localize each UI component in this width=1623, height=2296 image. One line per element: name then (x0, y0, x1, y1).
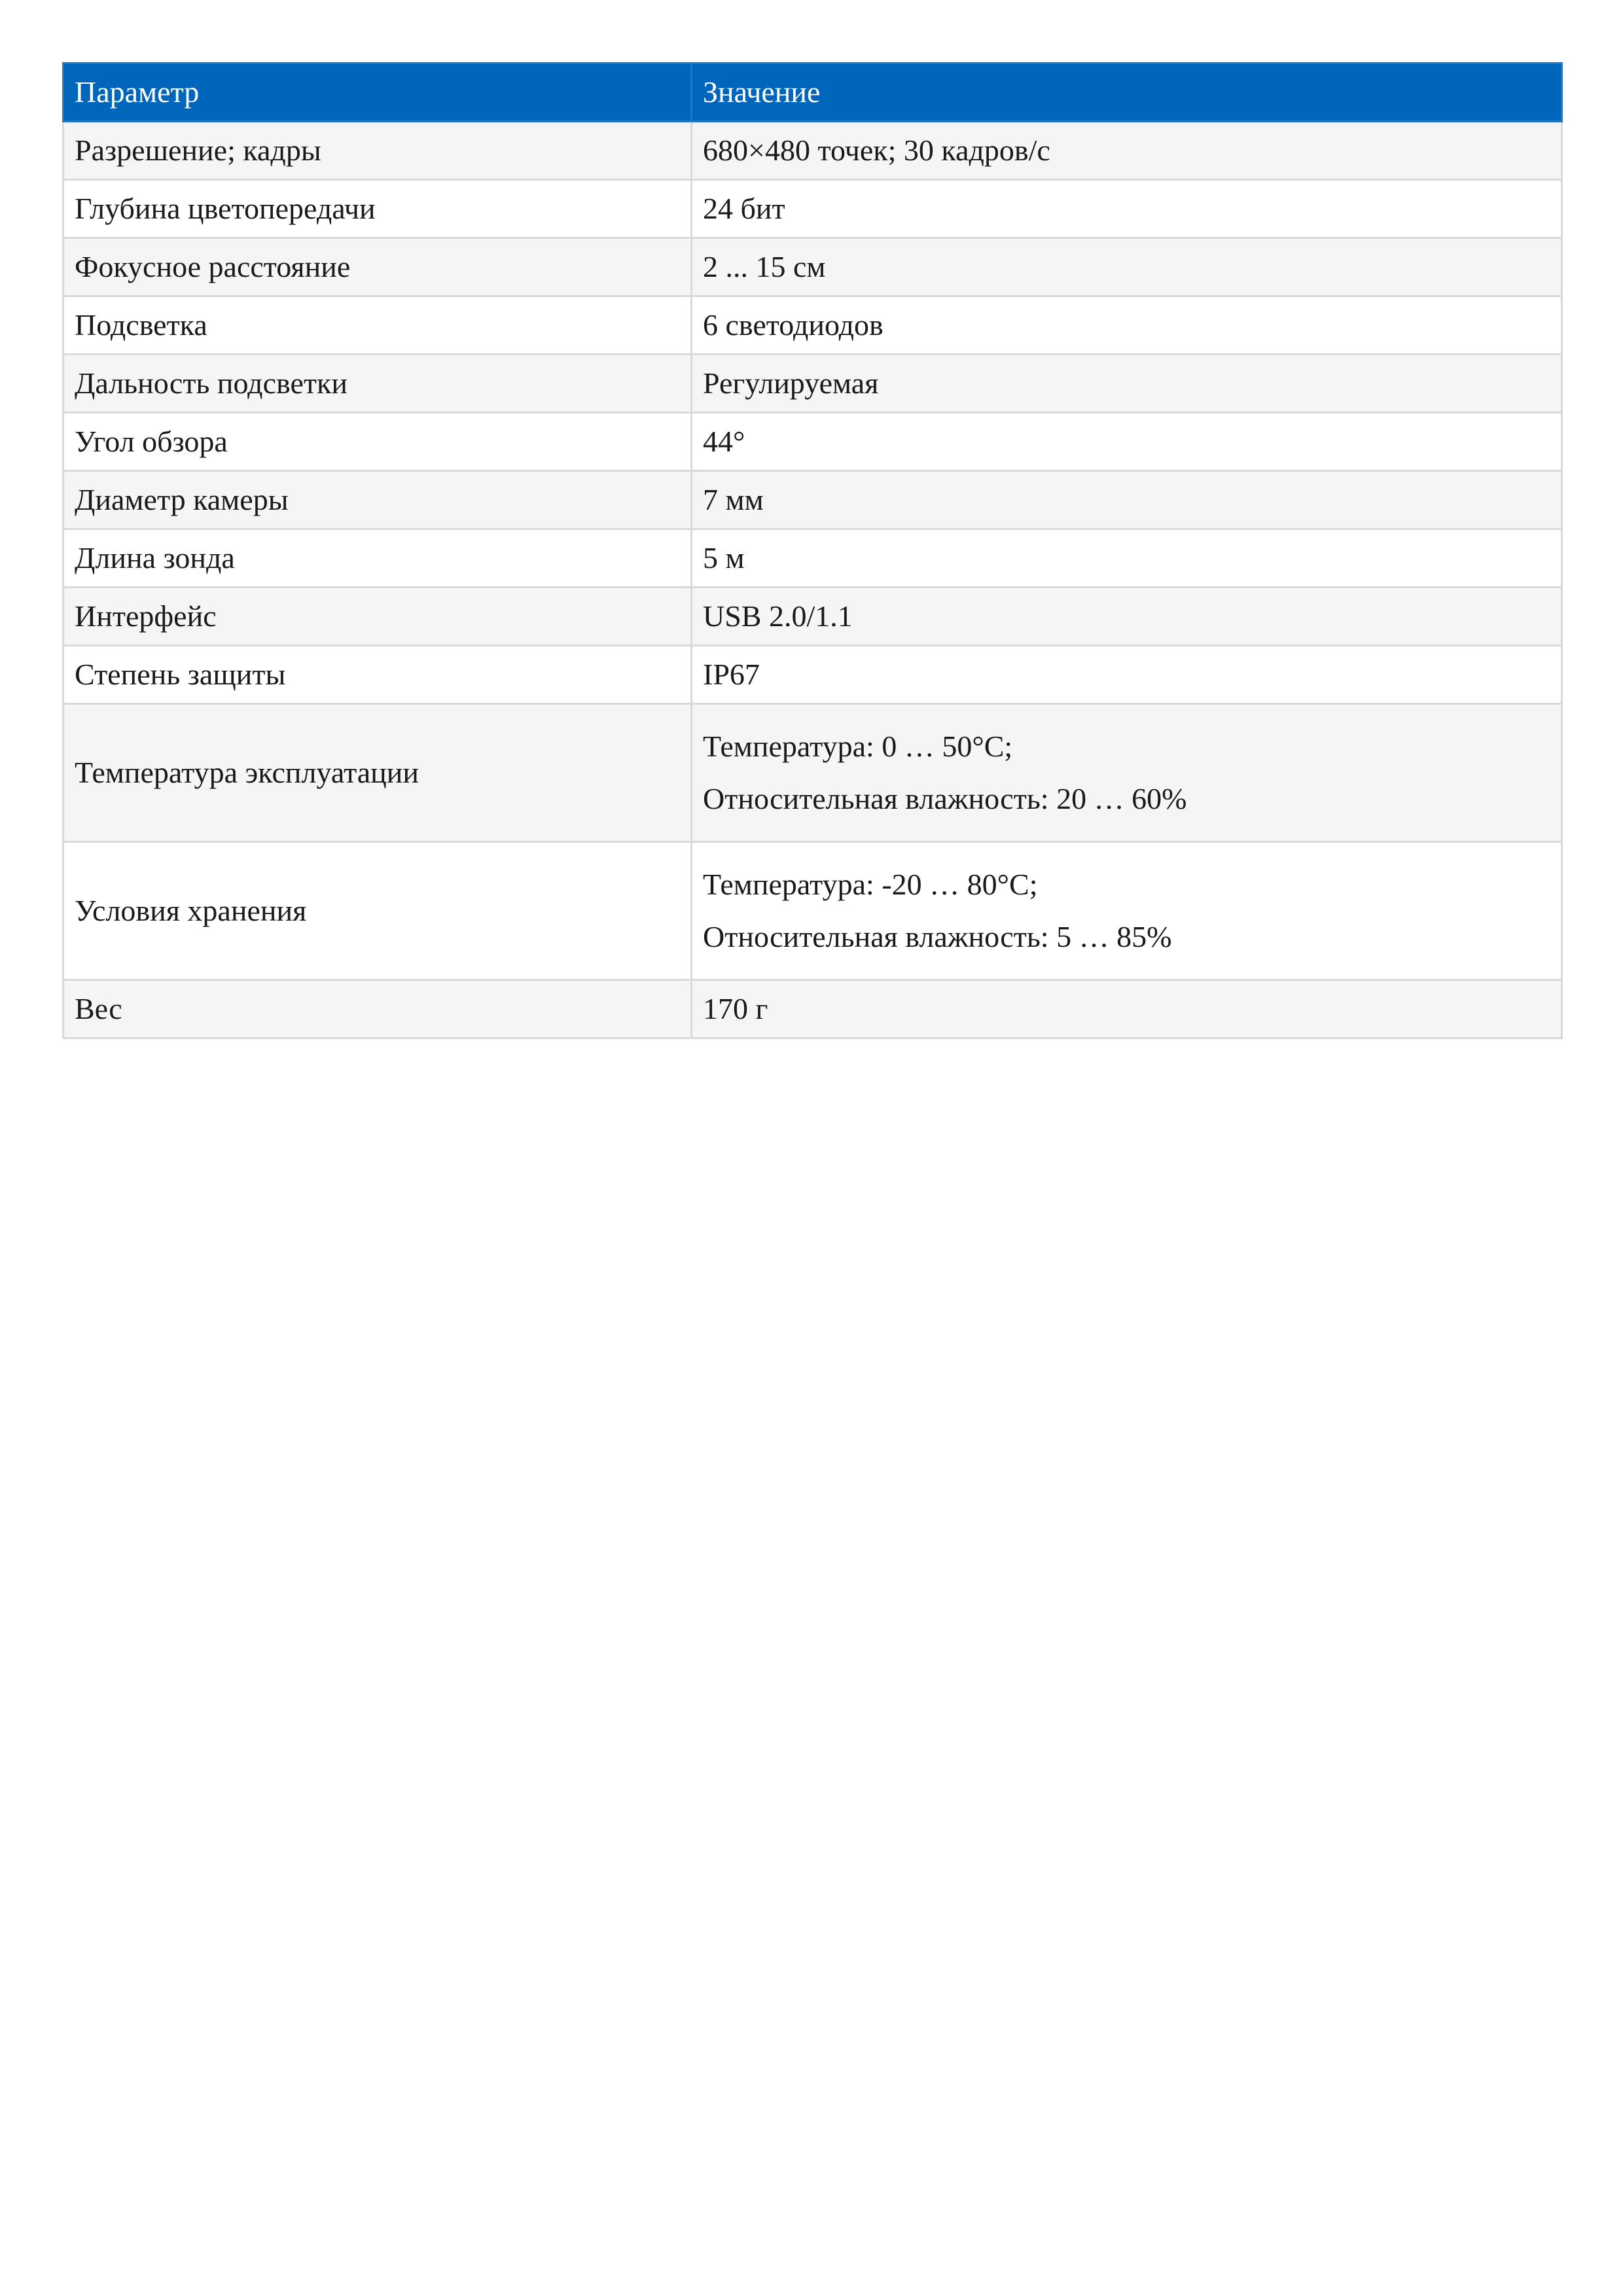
value-line: 680×480 точек; 30 кадров/с (703, 133, 1050, 167)
param-cell: Угол обзора (63, 413, 692, 471)
table-row (63, 413, 1562, 471)
param-cell: Степень защиты (63, 646, 692, 704)
value-line: 170 г (703, 992, 768, 1025)
spec-table-head (63, 63, 1562, 122)
param-cell: Диаметр камеры (63, 471, 692, 529)
value-line: 7 мм (703, 483, 764, 516)
value-line: Температура: 0 … 50°C; (703, 730, 1013, 763)
value-cell (692, 529, 1562, 588)
value-cell (692, 122, 1562, 180)
table-row (63, 980, 1562, 1038)
table-row (63, 529, 1562, 588)
value-cell (692, 842, 1562, 980)
param-cell: Подсветка (63, 296, 692, 355)
table-row (63, 296, 1562, 355)
value-cell (692, 704, 1562, 842)
spec-table (62, 62, 1563, 1039)
table-row (63, 588, 1562, 646)
param-cell: Дальность подсветки (63, 355, 692, 413)
param-cell: Разрешение; кадры (63, 122, 692, 180)
value-line: 2 ... 15 см (703, 250, 826, 283)
param-cell: Глубина цветопередачи (63, 180, 692, 238)
table-row (63, 238, 1562, 296)
value-cell (692, 413, 1562, 471)
document-page (62, 62, 1561, 1039)
param-cell: Интерфейс (63, 588, 692, 646)
value-cell (692, 646, 1562, 704)
table-row (63, 180, 1562, 238)
header-value: Значение (692, 63, 1562, 122)
table-row (63, 842, 1562, 980)
value-line: Регулируемая (703, 366, 879, 400)
value-line: 44° (703, 425, 745, 458)
value-cell (692, 180, 1562, 238)
value-cell (692, 355, 1562, 413)
value-line: Относительная влажность: 20 … 60% (703, 782, 1187, 815)
value-cell (692, 471, 1562, 529)
value-cell (692, 296, 1562, 355)
value-line: Температура: -20 … 80°C; (703, 868, 1038, 901)
value-line: USB 2.0/1.1 (703, 599, 853, 633)
table-row (63, 704, 1562, 842)
param-cell: Условия хранения (63, 842, 692, 980)
value-line: 24 бит (703, 192, 785, 225)
param-cell: Температура эксплуатации (63, 704, 692, 842)
header-row (63, 63, 1562, 122)
header-parameter: Параметр (63, 63, 692, 122)
value-line: IP67 (703, 658, 760, 691)
param-cell: Фокусное расстояние (63, 238, 692, 296)
value-line: Относительная влажность: 5 … 85% (703, 920, 1172, 953)
value-line: 5 м (703, 541, 745, 574)
table-row (63, 355, 1562, 413)
table-row (63, 646, 1562, 704)
value-cell (692, 588, 1562, 646)
value-cell (692, 238, 1562, 296)
param-cell: Вес (63, 980, 692, 1038)
value-line: 6 светодиодов (703, 308, 883, 342)
table-row (63, 471, 1562, 529)
spec-table-body (63, 122, 1562, 1038)
table-row (63, 122, 1562, 180)
param-cell: Длина зонда (63, 529, 692, 588)
value-cell (692, 980, 1562, 1038)
